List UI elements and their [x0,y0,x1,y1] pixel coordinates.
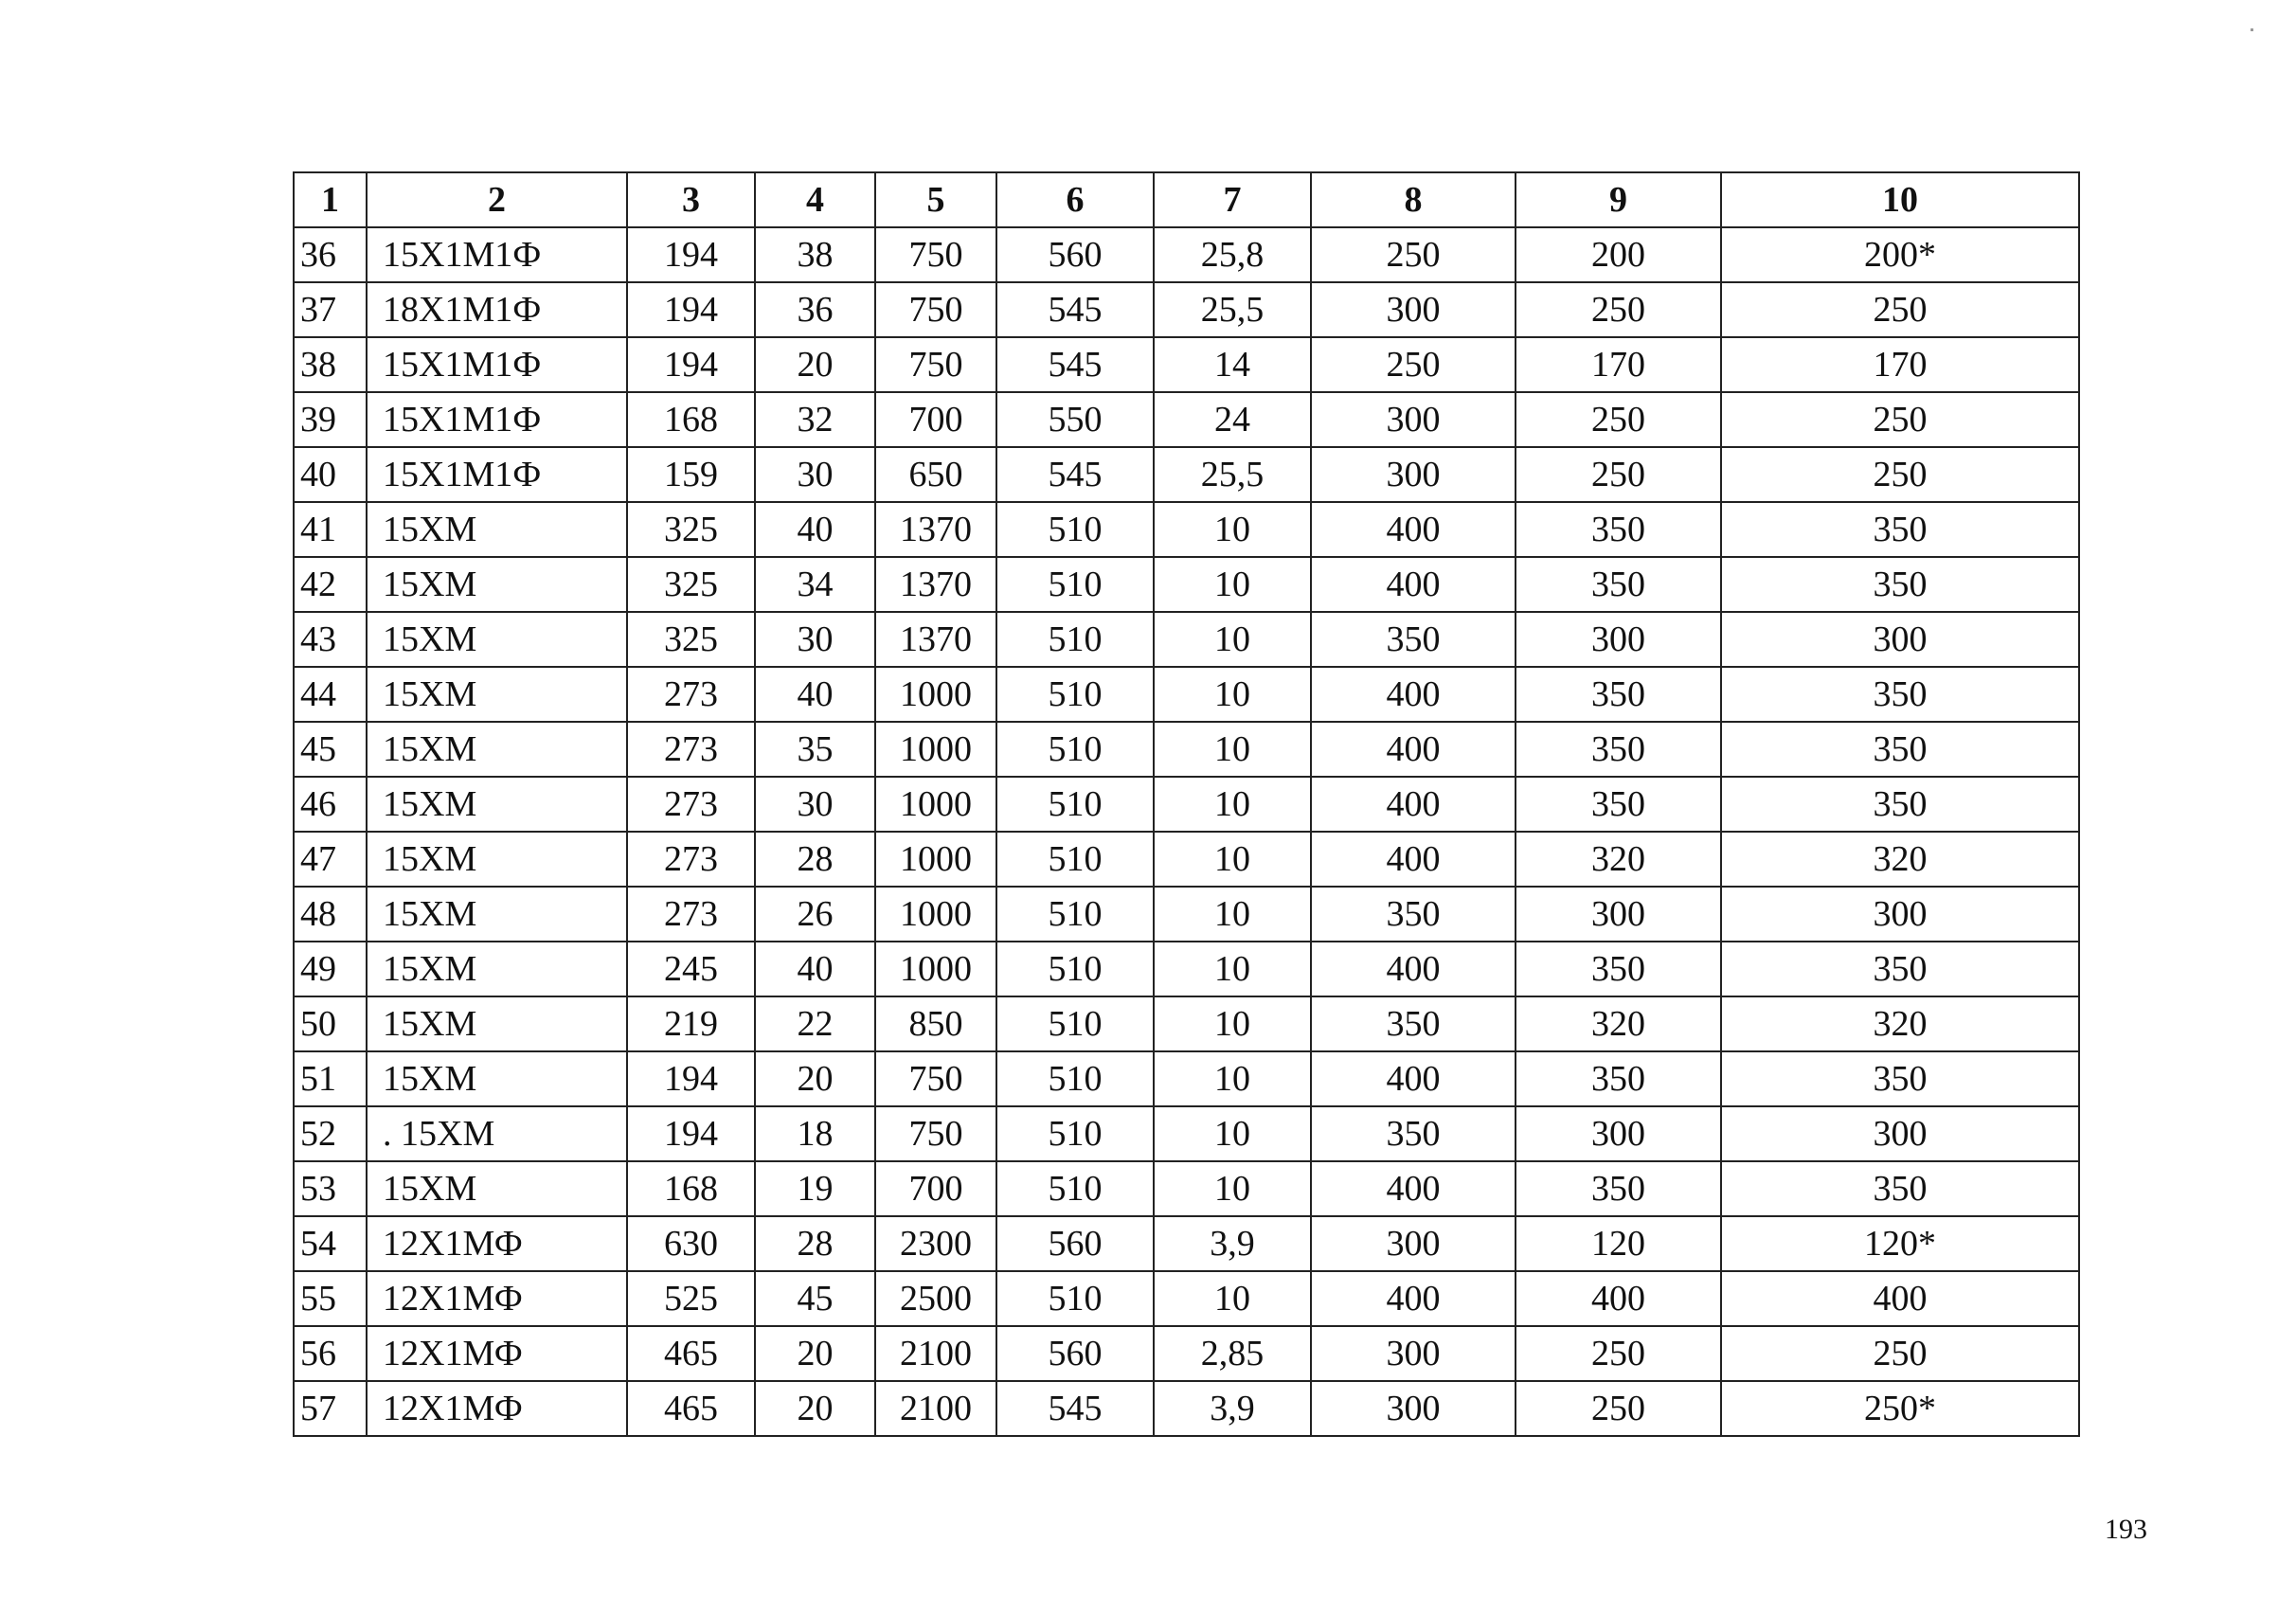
table-cell-col-9: 250 [1516,1326,1721,1381]
table-cell-col-10: 350 [1721,502,2079,557]
table-cell-col-1: 57 [294,1381,367,1436]
table-cell-col-1: 36 [294,227,367,282]
table-cell-col-1: 40 [294,447,367,502]
table-cell-col-1: 47 [294,832,367,887]
table-cell-col-6: 545 [996,282,1154,337]
table-cell-col-7: 10 [1154,502,1311,557]
table-cell-col-7: 10 [1154,612,1311,667]
table-cell-col-8: 250 [1311,337,1516,392]
table-cell-col-4: 20 [755,337,875,392]
table-cell-col-5: 850 [875,996,996,1051]
table-cell-col-3: 325 [627,502,755,557]
table-cell-col-8: 350 [1311,887,1516,942]
table-cell-col-10: 350 [1721,777,2079,832]
table-cell-col-4: 28 [755,832,875,887]
table-cell-col-9: 320 [1516,832,1721,887]
table-cell-col-1: 54 [294,1216,367,1271]
table-cell-col-7: 25,5 [1154,447,1311,502]
table-cell-col-10: 250 [1721,447,2079,502]
table-cell-col-6: 545 [996,1381,1154,1436]
table-cell-col-3: 325 [627,612,755,667]
table-cell-col-8: 400 [1311,557,1516,612]
table-cell-col-5: 2500 [875,1271,996,1326]
table-row [294,447,2079,502]
table-cell-col-9: 120 [1516,1216,1721,1271]
table-cell-col-10: 300 [1721,887,2079,942]
table-row [294,1106,2079,1161]
table-cell-col-6: 550 [996,392,1154,447]
table-cell-col-8: 400 [1311,722,1516,777]
table-row [294,1216,2079,1271]
table-cell-col-4: 22 [755,996,875,1051]
table-cell-col-8: 350 [1311,612,1516,667]
table-cell-col-8: 300 [1311,447,1516,502]
column-header-10: 10 [1721,172,2079,227]
table-row [294,996,2079,1051]
table-cell-col-8: 350 [1311,996,1516,1051]
table-cell-col-9: 350 [1516,1051,1721,1106]
table-cell-col-8: 300 [1311,392,1516,447]
table-cell-col-6: 510 [996,1271,1154,1326]
table-cell-col-4: 32 [755,392,875,447]
column-header-6: 6 [996,172,1154,227]
column-header-1: 1 [294,172,367,227]
table-cell-col-4: 30 [755,612,875,667]
table-cell-col-4: 34 [755,557,875,612]
table-cell-col-8: 300 [1311,1381,1516,1436]
table-cell-col-4: 36 [755,282,875,337]
table-row [294,282,2079,337]
table-row [294,227,2079,282]
table-cell-col-10: 170 [1721,337,2079,392]
table-cell-col-10: 250 [1721,282,2079,337]
table-cell-col-4: 45 [755,1271,875,1326]
column-header-5: 5 [875,172,996,227]
table-header [294,172,2079,227]
table-cell-col-7: 10 [1154,777,1311,832]
table-cell-col-7: 10 [1154,1106,1311,1161]
table-cell-col-6: 510 [996,502,1154,557]
table-cell-col-5: 750 [875,1106,996,1161]
table-cell-col-6: 510 [996,667,1154,722]
table-cell-col-2: 15ХМ [367,502,627,557]
table-cell-col-3: 465 [627,1381,755,1436]
table-cell-col-7: 10 [1154,996,1311,1051]
table-cell-col-2: 15ХМ [367,1051,627,1106]
table-cell-col-1: 39 [294,392,367,447]
table-cell-col-5: 750 [875,1051,996,1106]
table-cell-col-8: 350 [1311,1106,1516,1161]
table-cell-col-1: 44 [294,667,367,722]
page-number: 193 [2105,1514,2147,1545]
table-cell-col-3: 219 [627,996,755,1051]
table-cell-col-8: 250 [1311,227,1516,282]
table-cell-col-2: 15ХМ [367,667,627,722]
table-cell-col-7: 3,9 [1154,1216,1311,1271]
table-cell-col-6: 510 [996,1161,1154,1216]
column-header-9: 9 [1516,172,1721,227]
table-cell-col-6: 510 [996,722,1154,777]
table-cell-col-5: 2300 [875,1216,996,1271]
table-cell-col-5: 1370 [875,502,996,557]
table-cell-col-3: 525 [627,1271,755,1326]
table-cell-col-2: 15Х1М1Ф [367,447,627,502]
table-cell-col-4: 19 [755,1161,875,1216]
table-cell-col-5: 700 [875,1161,996,1216]
table-cell-col-7: 10 [1154,557,1311,612]
table-cell-col-3: 465 [627,1326,755,1381]
table-cell-col-7: 14 [1154,337,1311,392]
column-header-2: 2 [367,172,627,227]
table-cell-col-7: 10 [1154,887,1311,942]
table-row [294,557,2079,612]
table-cell-col-3: 325 [627,557,755,612]
table-row [294,612,2079,667]
table-cell-col-10: 350 [1721,1051,2079,1106]
table-cell-col-5: 1000 [875,722,996,777]
table-cell-col-10: 350 [1721,722,2079,777]
table-cell-col-7: 25,5 [1154,282,1311,337]
table-cell-col-9: 350 [1516,722,1721,777]
table-cell-col-10: 300 [1721,1106,2079,1161]
table-cell-col-9: 350 [1516,502,1721,557]
table-row [294,1326,2079,1381]
table-cell-col-5: 2100 [875,1326,996,1381]
table-cell-col-6: 545 [996,337,1154,392]
table-cell-col-8: 400 [1311,502,1516,557]
table-cell-col-9: 250 [1516,1381,1721,1436]
table-cell-col-10: 250 [1721,392,2079,447]
table-cell-col-4: 40 [755,502,875,557]
table-cell-col-3: 194 [627,1051,755,1106]
table-cell-col-4: 40 [755,942,875,996]
table-cell-col-5: 700 [875,392,996,447]
table-cell-col-7: 10 [1154,1051,1311,1106]
table-cell-col-1: 46 [294,777,367,832]
table-cell-col-2: 15ХМ [367,996,627,1051]
table-body [294,227,2079,1436]
table-cell-col-4: 30 [755,777,875,832]
table-cell-col-2: 12Х1МФ [367,1216,627,1271]
column-header-3: 3 [627,172,755,227]
table-cell-col-2: . 15ХМ [367,1106,627,1161]
table-cell-col-2: 15ХМ [367,942,627,996]
table-cell-col-3: 194 [627,227,755,282]
table-cell-col-3: 630 [627,1216,755,1271]
table-cell-col-5: 1000 [875,942,996,996]
table-cell-col-4: 40 [755,667,875,722]
table-cell-col-9: 250 [1516,447,1721,502]
table-cell-col-9: 300 [1516,1106,1721,1161]
table-cell-col-7: 10 [1154,722,1311,777]
table-cell-col-9: 320 [1516,996,1721,1051]
table-cell-col-1: 41 [294,502,367,557]
table-cell-col-1: 38 [294,337,367,392]
table-cell-col-5: 1370 [875,612,996,667]
table-cell-col-2: 12Х1МФ [367,1381,627,1436]
table-cell-col-8: 400 [1311,1271,1516,1326]
table-cell-col-4: 18 [755,1106,875,1161]
table-cell-col-6: 510 [996,777,1154,832]
table-cell-col-4: 20 [755,1381,875,1436]
table-cell-col-6: 510 [996,887,1154,942]
table-cell-col-6: 510 [996,1051,1154,1106]
table-cell-col-10: 300 [1721,612,2079,667]
table-cell-col-2: 15ХМ [367,1161,627,1216]
column-header-7: 7 [1154,172,1311,227]
table-row [294,887,2079,942]
table-cell-col-6: 510 [996,1106,1154,1161]
table-cell-col-10: 350 [1721,942,2079,996]
table-cell-col-9: 250 [1516,392,1721,447]
table-cell-col-6: 510 [996,832,1154,887]
table-cell-col-8: 400 [1311,777,1516,832]
table-cell-col-9: 400 [1516,1271,1721,1326]
table-cell-col-4: 38 [755,227,875,282]
table-cell-col-1: 52 [294,1106,367,1161]
table-cell-col-2: 18Х1М1Ф [367,282,627,337]
table-cell-col-4: 35 [755,722,875,777]
table-cell-col-8: 400 [1311,942,1516,996]
table-cell-col-10: 350 [1721,557,2079,612]
table-cell-col-6: 560 [996,227,1154,282]
table-cell-col-9: 350 [1516,557,1721,612]
table-cell-col-2: 15ХМ [367,887,627,942]
scan-speck [2251,28,2253,31]
table-cell-col-1: 53 [294,1161,367,1216]
table-cell-col-8: 400 [1311,1051,1516,1106]
table-cell-col-1: 56 [294,1326,367,1381]
header-row [294,172,2079,227]
table-cell-col-10: 320 [1721,832,2079,887]
table-cell-col-6: 560 [996,1326,1154,1381]
table-cell-col-3: 194 [627,1106,755,1161]
table-cell-col-5: 1370 [875,557,996,612]
table-row [294,502,2079,557]
table-cell-col-5: 1000 [875,777,996,832]
table-cell-col-6: 510 [996,557,1154,612]
table-cell-col-5: 2100 [875,1381,996,1436]
table-cell-col-1: 42 [294,557,367,612]
table-row [294,1161,2079,1216]
table-cell-col-7: 10 [1154,1161,1311,1216]
table-cell-col-10: 400 [1721,1271,2079,1326]
table-cell-col-1: 49 [294,942,367,996]
table-cell-col-6: 510 [996,996,1154,1051]
table-cell-col-3: 168 [627,392,755,447]
table-cell-col-8: 300 [1311,282,1516,337]
table-cell-col-8: 400 [1311,1161,1516,1216]
table-row [294,777,2079,832]
table-cell-col-4: 26 [755,887,875,942]
table-cell-col-8: 300 [1311,1326,1516,1381]
table-row [294,667,2079,722]
table-row [294,1381,2079,1436]
table-cell-col-3: 273 [627,667,755,722]
table-cell-col-2: 15Х1М1Ф [367,392,627,447]
table-cell-col-10: 320 [1721,996,2079,1051]
table-cell-col-6: 545 [996,447,1154,502]
table-row [294,392,2079,447]
table-cell-col-2: 15ХМ [367,557,627,612]
table-cell-col-3: 159 [627,447,755,502]
table-row [294,1271,2079,1326]
table-cell-col-7: 25,8 [1154,227,1311,282]
table-cell-col-9: 200 [1516,227,1721,282]
table-cell-col-1: 37 [294,282,367,337]
table-cell-col-1: 50 [294,996,367,1051]
table-cell-col-7: 2,85 [1154,1326,1311,1381]
table-cell-col-1: 43 [294,612,367,667]
table-cell-col-8: 400 [1311,667,1516,722]
table-cell-col-7: 10 [1154,942,1311,996]
table-cell-col-8: 300 [1311,1216,1516,1271]
table-cell-col-3: 273 [627,722,755,777]
table-cell-col-5: 1000 [875,832,996,887]
table-cell-col-10: 200* [1721,227,2079,282]
table-cell-col-6: 560 [996,1216,1154,1271]
table-cell-col-2: 15Х1М1Ф [367,227,627,282]
table-cell-col-6: 510 [996,612,1154,667]
table-cell-col-3: 245 [627,942,755,996]
table-cell-col-7: 24 [1154,392,1311,447]
table-cell-col-1: 51 [294,1051,367,1106]
table-cell-col-7: 10 [1154,1271,1311,1326]
table-cell-col-9: 170 [1516,337,1721,392]
table-cell-col-5: 750 [875,227,996,282]
column-header-4: 4 [755,172,875,227]
table-cell-col-9: 250 [1516,282,1721,337]
table-row [294,832,2079,887]
table-cell-col-4: 20 [755,1326,875,1381]
table-cell-col-9: 350 [1516,777,1721,832]
table-cell-col-3: 273 [627,777,755,832]
table-cell-col-10: 350 [1721,667,2079,722]
table-cell-col-5: 750 [875,337,996,392]
table-cell-col-5: 750 [875,282,996,337]
table-cell-col-9: 300 [1516,887,1721,942]
table-cell-col-3: 273 [627,832,755,887]
steel-pipe-data-table [293,171,2080,1437]
table-cell-col-7: 3,9 [1154,1381,1311,1436]
table-row [294,337,2079,392]
table-cell-col-1: 45 [294,722,367,777]
table-cell-col-8: 400 [1311,832,1516,887]
table-cell-col-4: 20 [755,1051,875,1106]
table-cell-col-3: 273 [627,887,755,942]
table-cell-col-9: 300 [1516,612,1721,667]
table-cell-col-2: 15ХМ [367,722,627,777]
table-cell-col-3: 194 [627,337,755,392]
table-cell-col-3: 168 [627,1161,755,1216]
table-row [294,722,2079,777]
table-cell-col-4: 28 [755,1216,875,1271]
table-cell-col-1: 48 [294,887,367,942]
table-row [294,942,2079,996]
table-cell-col-2: 15Х1М1Ф [367,337,627,392]
column-header-8: 8 [1311,172,1516,227]
table-cell-col-10: 120* [1721,1216,2079,1271]
table-cell-col-2: 12Х1МФ [367,1326,627,1381]
table-cell-col-2: 15ХМ [367,612,627,667]
table-cell-col-5: 650 [875,447,996,502]
table-cell-col-3: 194 [627,282,755,337]
table-cell-col-7: 10 [1154,832,1311,887]
table-row [294,1051,2079,1106]
table-cell-col-9: 350 [1516,1161,1721,1216]
table-cell-col-2: 12Х1МФ [367,1271,627,1326]
table-cell-col-2: 15ХМ [367,777,627,832]
table-cell-col-9: 350 [1516,942,1721,996]
table-cell-col-5: 1000 [875,887,996,942]
table-cell-col-10: 250 [1721,1326,2079,1381]
table-cell-col-6: 510 [996,942,1154,996]
table-cell-col-1: 55 [294,1271,367,1326]
table-cell-col-7: 10 [1154,667,1311,722]
table-cell-col-2: 15ХМ [367,832,627,887]
table-cell-col-4: 30 [755,447,875,502]
table-cell-col-10: 250* [1721,1381,2079,1436]
table-cell-col-10: 350 [1721,1161,2079,1216]
table-cell-col-9: 350 [1516,667,1721,722]
table-cell-col-5: 1000 [875,667,996,722]
